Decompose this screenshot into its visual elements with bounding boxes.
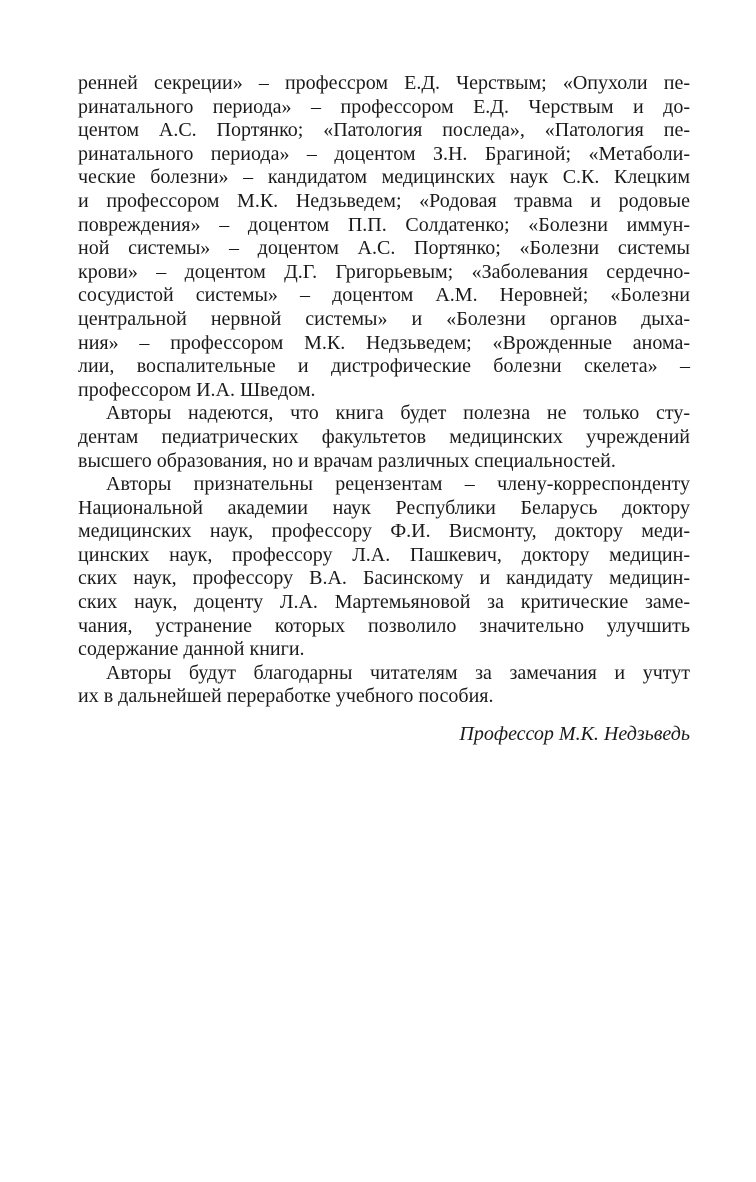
- text-line: крови» – доцентом Д.Г. Григорьевым; «Заболевания сердечно-: [78, 260, 690, 283]
- text-line: лии, воспалительные и дистрофические болезни скелета» –: [78, 355, 690, 378]
- text-line: Авторы признательны рецензентам – члену-корреспонденту: [106, 473, 690, 496]
- text-line: их в дальнейшей переработке учебного пособия.: [78, 685, 494, 708]
- text-line: дентам педиатрических факультетов медицинских учреждений: [78, 425, 690, 448]
- text-line: ния» – профессором М.К. Недзьведем; «Врожденные анома-: [78, 331, 690, 354]
- text-line: медицинских наук, профессору Ф.И. Висмонту, доктору меди-: [78, 520, 690, 543]
- text-line: профессором И.А. Шведом.: [78, 378, 316, 401]
- document-page: [78, 72, 690, 747]
- text-line: сосудистой системы» – доцентом А.М. Неровней; «Болезни: [78, 284, 690, 307]
- text-line: содержание данной книги.: [78, 638, 305, 661]
- text-line: ских наук, доценту Л.А. Мартемьяновой за критические заме-: [78, 591, 690, 614]
- text-line: центом А.С. Портянко; «Патология последа», «Патология пе-: [78, 119, 690, 142]
- author-signature: Профессор М.К. Недзьведь: [459, 723, 690, 746]
- text-line: центральной нервной системы» и «Болезни органов дыха-: [78, 307, 690, 330]
- text-line: повреждения» – доцентом П.П. Солдатенко; «Болезни иммун-: [78, 213, 690, 236]
- text-line: Авторы надеются, что книга будет полезна не только сту-: [106, 402, 690, 425]
- text-line: ских наук, профессору В.А. Басинскому и кандидату медицин-: [78, 567, 690, 590]
- text-line: ринатального периода» – доцентом З.Н. Брагиной; «Метаболи-: [78, 142, 690, 165]
- paragraph-reader-thanks: [78, 662, 690, 709]
- paragraph-authors-list: [78, 72, 690, 402]
- text-line: ренней секреции» – профессром Е.Д. Черствым; «Опухоли пе-: [78, 72, 690, 94]
- text-line: ринатального периода» – профессором Е.Д. Черствым и до-: [78, 95, 690, 118]
- text-line: чания, устранение которых позволило значительно улучшить: [78, 614, 690, 637]
- text-line: и профессором М.К. Недзьведем; «Родовая травма и родовые: [78, 189, 690, 212]
- text-line: ческие болезни» – кандидатом медицинских наук С.К. Клецким: [78, 166, 690, 189]
- text-line: Авторы будут благодарны читателям за замечания и учтут: [106, 661, 690, 684]
- text-line: цинских наук, профессору Л.А. Пашкевич, доктору медицин-: [78, 543, 690, 566]
- paragraph-book-purpose: [78, 402, 690, 473]
- paragraph-acknowledgements: [78, 473, 690, 662]
- text-line: высшего образования, но и врачам различных специальностей.: [78, 449, 616, 472]
- text-line: ной системы» – доцентом А.С. Портянко; «Болезни системы: [78, 237, 690, 260]
- text-line: Национальной академии наук Республики Беларусь доктору: [78, 496, 690, 519]
